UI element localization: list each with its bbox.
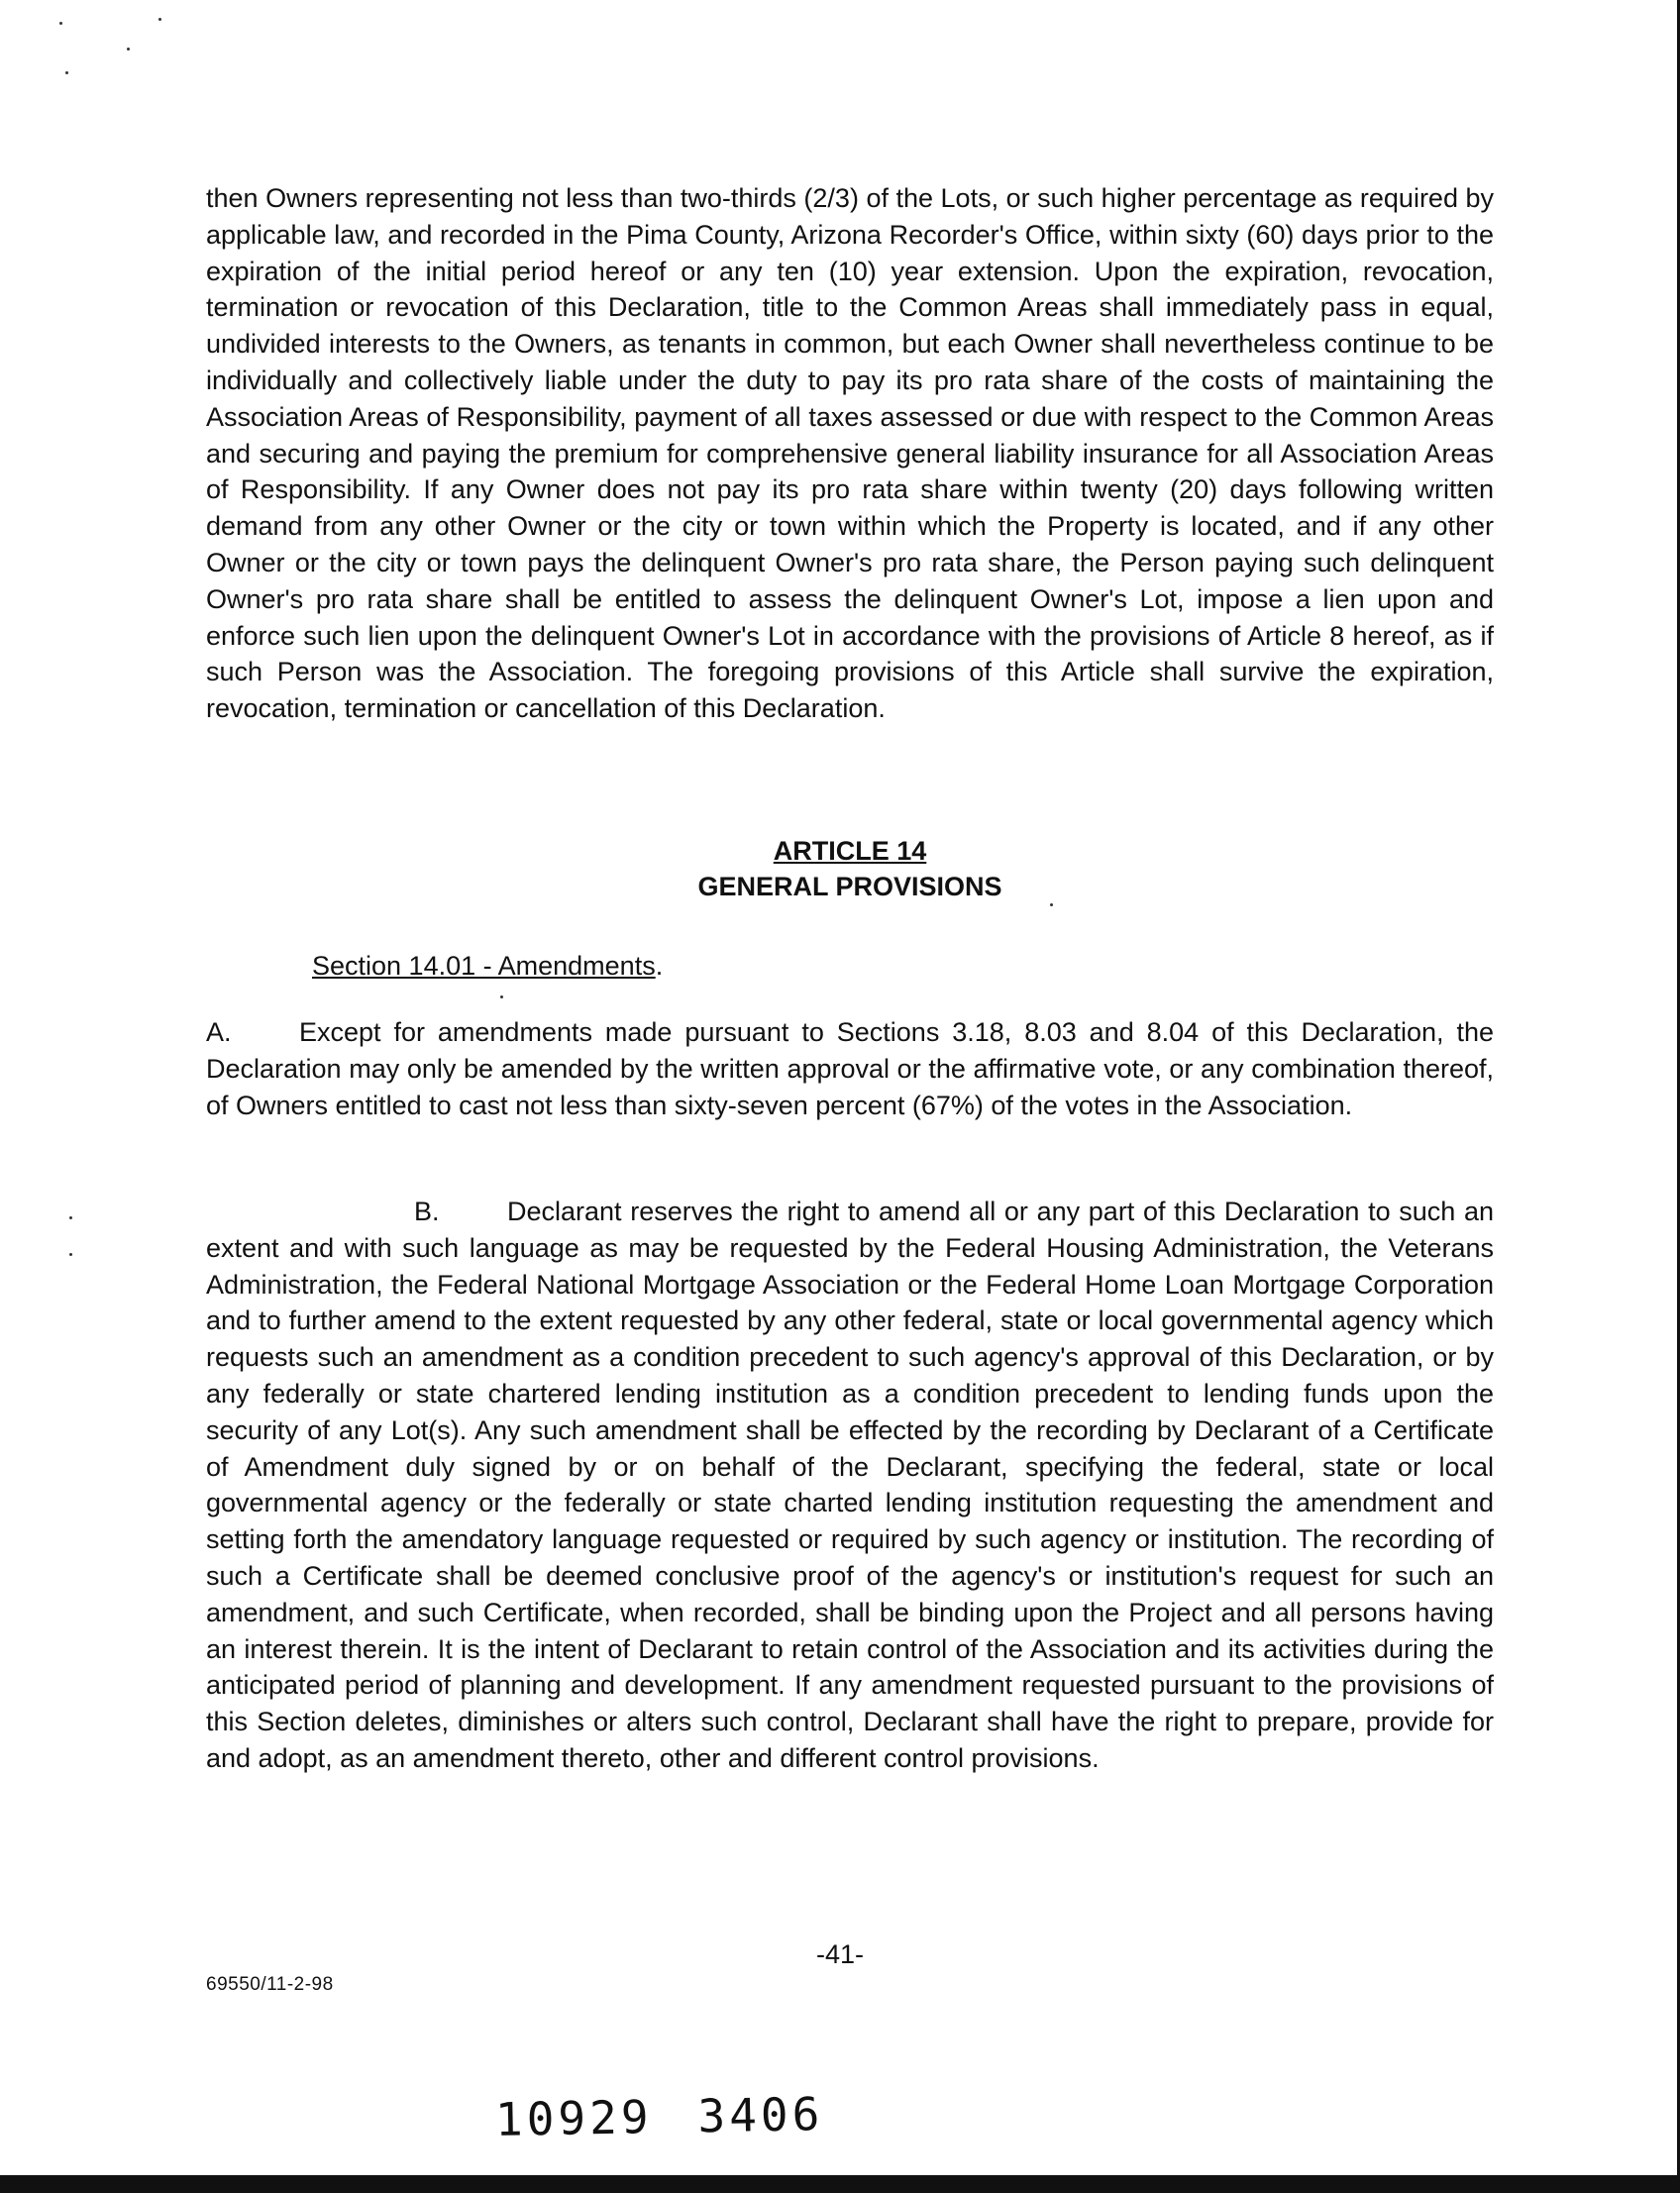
scan-speck bbox=[158, 18, 161, 21]
recorder-page: 3406 bbox=[697, 2087, 824, 2143]
recorder-book: 10929 bbox=[494, 2090, 653, 2146]
article-title: GENERAL PROVISIONS bbox=[697, 872, 1002, 901]
article-number: ARTICLE 14 bbox=[773, 836, 927, 866]
subsection-a-marker: A. bbox=[206, 1017, 232, 1047]
subsection-b-text: Declarant reserves the right to amend all or any part of this Declaration to such an extent and with such language as may be requested by the Federal Housing Administration, the Veterans Administration, the Federal National Mortgage Association or the Federal Home Loan Mortgage Corporation and to further amend to the extent requested by any other federal, state or local governmental agency which requests such an amendment as a condition precedent to such agency's approval of this Declaration, or by any federally or state chartered lending institution as a condition precedent to lending funds upon the security of any Lot(s). Any such amendment shall be effected by the recording by Declarant of a Certificate of Amendment duly signed by or on behalf of the Declarant, specifying the federal, state or local governmental agency or the federally or state charted lending institution requesting the amendment and setting forth the amendatory language requested or required by such agency or institution. The recording of such a Certificate shall be deemed conclusive proof of the agency's or institution's request for such an amendment, and such Certificate, when recorded, shall be binding upon the Project and all persons having an interest therein. It is the intent of Declarant to retain control of the Association and its activities during the anticipated period of planning and development. If any amendment requested pursuant to the provisions of this Section deletes, diminishes or alters such control, Declarant shall have the right to prepare, provide for and adopt, as an amendment thereto, other and different control provisions. bbox=[206, 1197, 1494, 1773]
subsection-a bbox=[206, 1014, 1494, 1123]
scan-speck bbox=[69, 1216, 72, 1219]
section-title bbox=[312, 948, 663, 984]
scan-speck bbox=[59, 22, 62, 25]
subsection-b-marker: B. bbox=[414, 1197, 440, 1226]
subsection-a-text: Except for amendments made pursuant to Sections 3.18, 8.03 and 8.04 of this Declaration, the Declaration may only be amended by the written approval or the affirmative vote, or any combination thereof, of Owners entitled to cast not less than sixty-seven percent (67%) of the votes in the Association. bbox=[206, 1017, 1494, 1120]
section-title-text: Section 14.01 - Amendments bbox=[312, 951, 656, 981]
page-number: -41- bbox=[815, 1939, 864, 1969]
scan-speck bbox=[500, 995, 503, 998]
subsection-b bbox=[206, 1194, 1494, 1777]
scan-speck bbox=[69, 1253, 72, 1256]
scan-speck bbox=[127, 48, 130, 51]
recorder-stamp bbox=[495, 2087, 824, 2146]
article-heading bbox=[206, 833, 1494, 904]
article-13-closing-paragraph: then Owners representing not less than two-thirds (2/3) of the Lots, or such higher percentage as required by applicable law, and recorded in the Pima County, Arizona Recorder's Office, within sixty (60) days prior to the expiration of the initial period hereof or any ten (10) year extension. Upon the expiration, revocation, termination or revocation of this Declaration, title to the Common Areas shall immediately pass in equal, undivided interests to the Owners, as tenants in common, but each Owner shall nevertheless continue to be individually and collectively liable under the duty to pay its pro rata share of the costs of maintaining the Association Areas of Responsibility, payment of all taxes assessed or due with respect to the Common Areas and securing and paying the premium for comprehensive general liability insurance for all Association Areas of Responsibility. If any Owner does not pay its pro rata share within twenty (20) days following written demand from any other Owner or the city or town within which the Property is located, and if any other Owner or the city or town pays the delinquent Owner's pro rata share, the Person paying such delinquent Owner's pro rata share shall be entitled to assess the delinquent Owner's Lot, impose a lien upon and enforce such lien upon the delinquent Owner's Lot in accordance with the provisions of Article 8 hereof, as if such Person was the Association. The foregoing provisions of this Article shall survive the expiration, revocation, termination or cancellation of this Declaration. bbox=[206, 183, 1494, 724]
scan-edge-bottom bbox=[0, 2175, 1680, 2193]
scan-speck bbox=[65, 71, 68, 74]
document-code: 69550/11-2-98 bbox=[206, 1974, 334, 1995]
section-title-period: . bbox=[655, 951, 664, 981]
